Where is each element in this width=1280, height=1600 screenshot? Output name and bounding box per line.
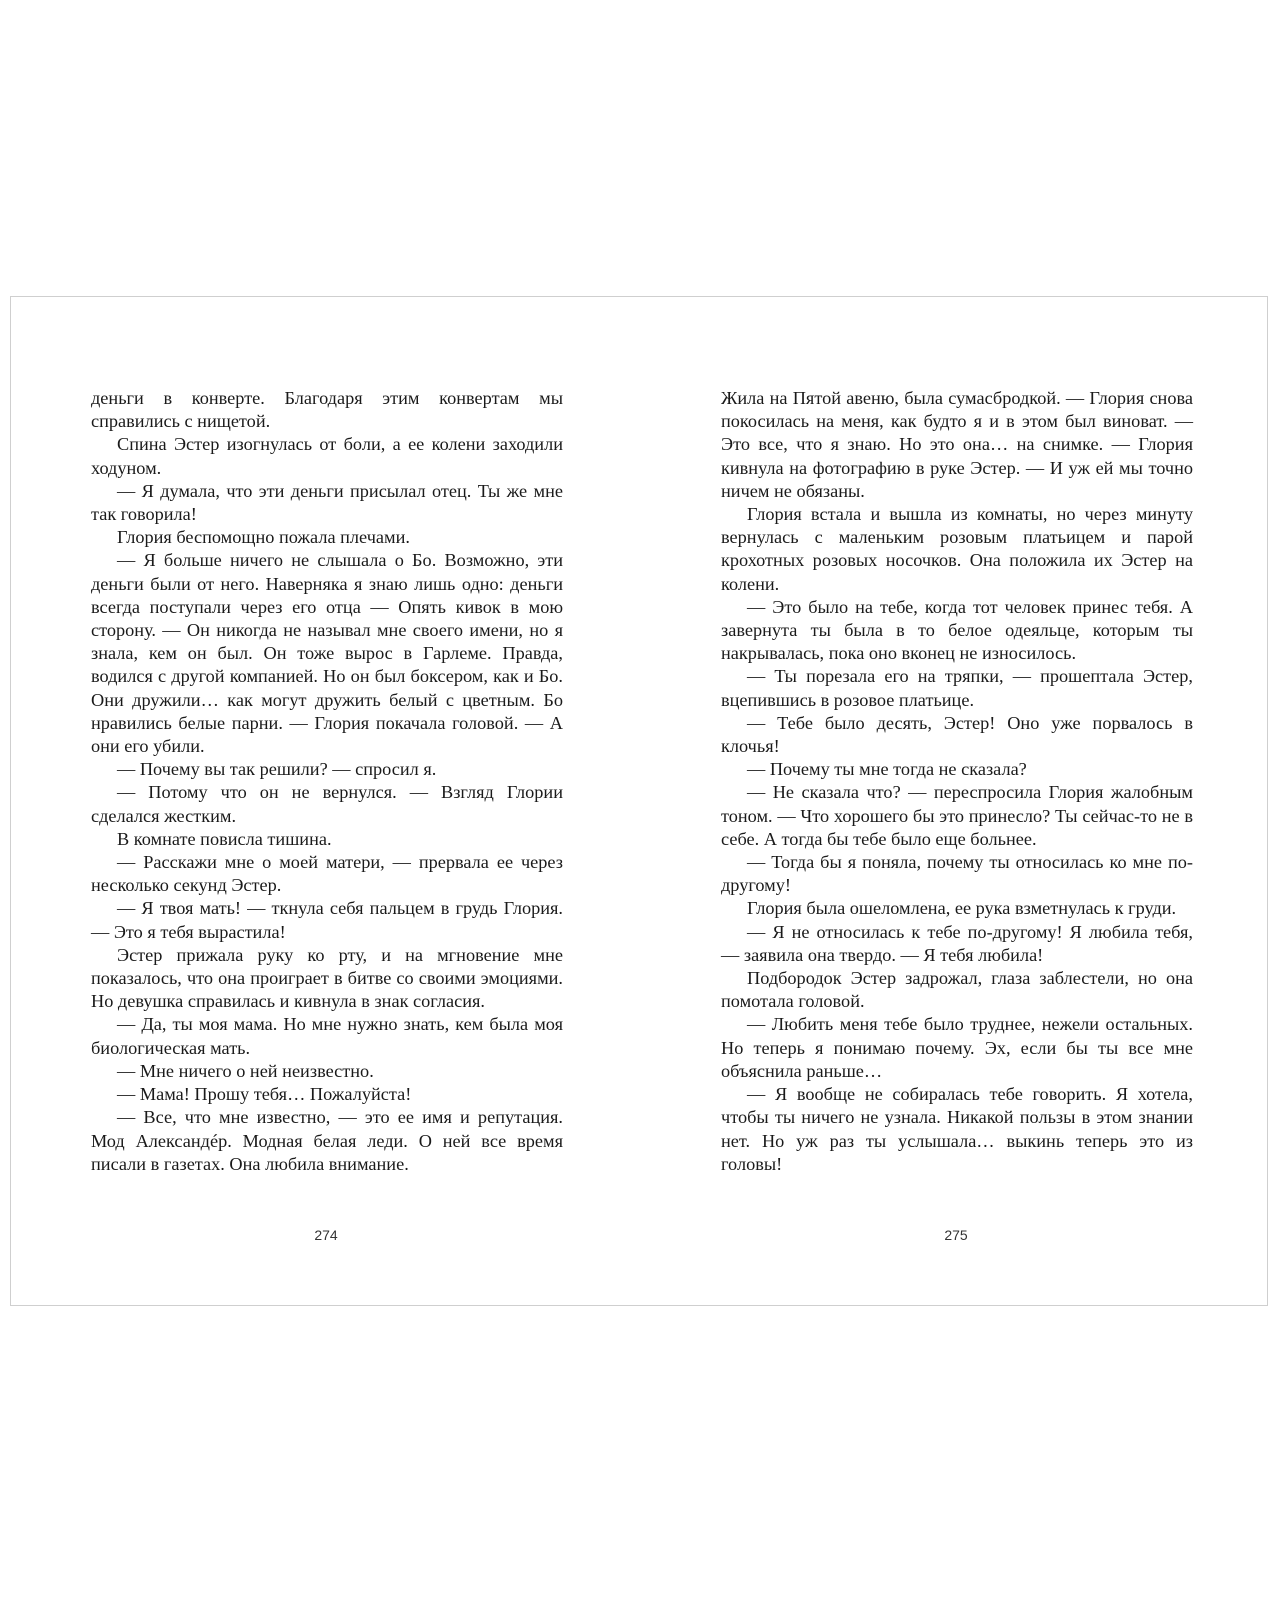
page-number-left: 274 [314, 1227, 338, 1243]
paragraph: В комнате повисла тишина. [117, 828, 332, 849]
paragraph: Глория беспомощно пожала плечами. [117, 527, 410, 548]
paragraph: — Да, ты моя мама. Но мне нужно знать, кем была моя биологическая мать. [91, 1014, 563, 1058]
paragraph: — Почему вы так решили? — спросил я. [117, 759, 437, 780]
paragraph: — Мне ничего о ней неизвестно. [117, 1060, 374, 1081]
paragraph: Эстер прижала руку ко рту, и на мгновение мне показалось, что она проиграет в битве со своими эмоциями. Но девушка справилась и кивнула в знак согласия. [91, 944, 563, 1012]
paragraph: — Я думала, что эти деньги присылал отец. Ты же мне так говорила! [91, 480, 563, 525]
paragraph: — Все, что мне известно, — это ее имя и репутация. Мод Александéр. Модная белая леди. О ней все время писали в газетах. Она любила внимание. [91, 1107, 563, 1174]
paragraph: — Потому что он не вернулся. — Взгляд Глории сделался жестким. [91, 782, 563, 826]
paragraph: Глория была ошеломлена, ее рука взметнулась к груди. [747, 898, 1177, 919]
left-page [91, 387, 563, 1176]
paragraph: — Тебе было десять, Эстер! Оно уже порвалось в клочья! [721, 712, 1193, 757]
paragraph: Жила на Пятой авеню, была сумасбродкой. — Глория снова покосилась на меня, как будто я и в этом был виноват. — Это все, что я знаю. Но это она… на снимке. — Глория кивнула на фотографию в руке Эстер. — И уж ей мы точно ничем не обязаны. [721, 388, 1193, 501]
paragraph: деньги в конверте. Благодаря этим конвертам мы справились с нищетой. [91, 388, 563, 432]
right-page-text [721, 387, 1193, 1176]
paragraph: — Я вообще не собиралась тебе говорить. Я хотела, чтобы ты ничего не узнала. Никакой пользы в этом знании нет. Но уж раз ты услышала… выкинь теперь это из головы! [721, 1084, 1193, 1174]
paragraph: Глория встала и вышла из комнаты, но через минуту вернулась с маленьким розовым платьицем и парой крохотных розовых носочков. Она положила их Эстер на колени. [721, 504, 1193, 594]
paragraph: — Я твоя мать! — ткнула себя пальцем в грудь Глория. — Это я тебя вырастила! [91, 898, 563, 942]
right-page [721, 387, 1193, 1176]
paragraph: — Почему ты мне тогда не сказала? [747, 759, 1027, 780]
paragraph: — Любить меня тебе было труднее, нежели остальных. Но теперь я понимаю почему. Эх, если бы ты все мне объяснила раньше… [721, 1014, 1193, 1081]
paragraph: — Это было на тебе, когда тот человек принес тебя. А завернута ты была в то белое одеяльце, которым ты накрывалась, пока оно вконец не износилось. [721, 596, 1193, 664]
paragraph: — Ты порезала его на тряпки, — прошептала Эстер, вцепившись в розовое платьице. [721, 666, 1193, 710]
paragraph: Подбородок Эстер задрожал, глаза заблестели, но она помотала головой. [721, 968, 1193, 1012]
paragraph: — Не сказала что? — переспросила Глория жалобным тоном. — Что хорошего бы это принесло? Ты сейчас-то не в себе. А тогда бы тебе было еще больнее. [721, 782, 1193, 849]
paragraph: Спина Эстер изогнулась от боли, а ее колени заходили ходуном. [91, 434, 563, 478]
left-page-text [91, 387, 563, 1176]
paragraph: — Тогда бы я поняла, почему ты относилась ко мне по-другому! [721, 852, 1193, 896]
paragraph: — Я больше ничего не слышала о Бо. Возможно, эти деньги были от него. Наверняка я знаю лишь одно: деньги всегда поступали через его отца — Опять кивок в мою сторону. — Он никогда не называл мне своего имени, но я знала, кем он был. Он тоже вырос в Гарлеме. Правда, водился с другой компанией. Но он был боксером, как и Бо. Они дружили… как могут дружить белый с цветным. Бо нравились белые парни. — Глория покачала головой. — А они его убили. [91, 550, 563, 757]
paragraph: — Мама! Прошу тебя… Пожалуйста! [117, 1084, 412, 1105]
paragraph: — Я не относилась к тебе по-другому! Я любила тебя, — заявила она твердо. — Я тебя любила! [721, 921, 1193, 965]
paragraph: — Расскажи мне о моей матери, — прервала ее через несколько секунд Эстер. [91, 852, 563, 896]
book-spread [10, 296, 1268, 1306]
page-number-right: 275 [944, 1227, 968, 1243]
